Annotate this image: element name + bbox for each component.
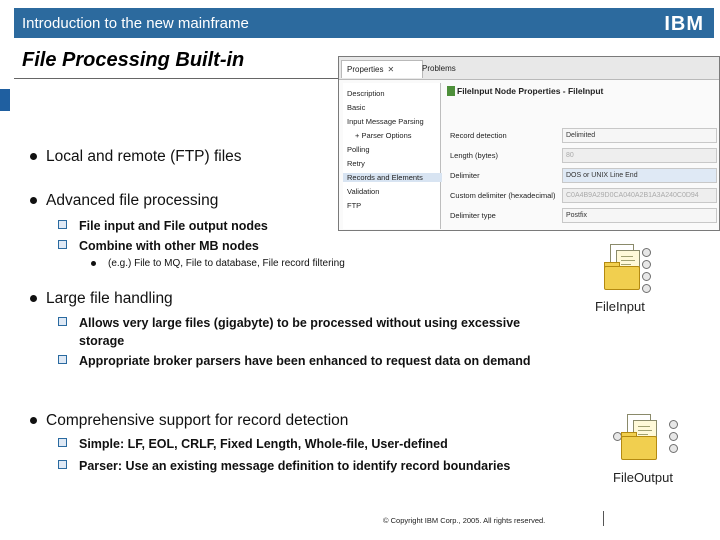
bullet-text: Advanced file processing bbox=[46, 192, 219, 209]
sub-bullet-text: File input and File output nodes bbox=[79, 219, 268, 233]
delimiter-type-label: Delimiter type bbox=[450, 211, 496, 220]
nav-item-retry[interactable]: Retry bbox=[347, 159, 365, 168]
slide-title: File Processing Built-in bbox=[22, 49, 245, 71]
sub-bullet-text: Simple: LF, EOL, CRLF, Fixed Length, Whole-file, User-defined bbox=[79, 437, 448, 451]
folder-icon bbox=[604, 266, 640, 290]
tab-properties-label: Properties bbox=[347, 65, 384, 74]
nav-item-description[interactable]: Description bbox=[347, 89, 385, 98]
folder-icon bbox=[621, 436, 657, 460]
checkbox-bullet-icon bbox=[58, 220, 67, 229]
doc-line bbox=[621, 264, 631, 265]
fileoutput-label: FileOutput bbox=[613, 470, 673, 485]
nav-item-records-and-elements[interactable]: Records and Elements bbox=[343, 173, 442, 182]
bullet-text: Comprehensive support for record detection bbox=[46, 412, 349, 429]
terminal-icon bbox=[669, 420, 678, 429]
doc-line bbox=[621, 256, 633, 257]
terminal-icon bbox=[642, 272, 651, 281]
ibm-logo: IBM bbox=[664, 13, 704, 35]
fileinput-node-icon bbox=[604, 244, 650, 300]
checkbox-bullet-icon bbox=[58, 317, 67, 326]
terminal-icon bbox=[642, 284, 651, 293]
doc-line bbox=[621, 260, 635, 261]
sub-bullet-text: Allows very large files (gigabyte) to be processed without using excessive storage bbox=[79, 316, 521, 348]
length-field[interactable]: 80 bbox=[562, 148, 717, 163]
length-label: Length (bytes) bbox=[450, 151, 498, 160]
terminal-icon bbox=[642, 260, 651, 269]
bullet-dot bbox=[30, 197, 37, 204]
sub-bullet-text: Combine with other MB nodes bbox=[79, 239, 259, 253]
bullet-dot bbox=[30, 417, 37, 424]
properties-panel bbox=[447, 81, 719, 230]
fileinput-node-icon bbox=[447, 86, 455, 96]
expand-marker: + bbox=[355, 131, 362, 140]
record-detection-select[interactable]: Delimited bbox=[562, 128, 717, 143]
nav-item-parser-options-label: Parser Options bbox=[361, 131, 412, 140]
nav-item-input-message-parsing[interactable]: Input Message Parsing bbox=[347, 117, 424, 126]
terminal-icon bbox=[669, 432, 678, 441]
nav-item-basic[interactable]: Basic bbox=[347, 103, 366, 112]
tab-properties[interactable] bbox=[341, 60, 423, 78]
sub-bullet-text: Parser: Use an existing message definition to identify record boundaries bbox=[79, 459, 511, 473]
checkbox-bullet-icon bbox=[58, 460, 67, 469]
bullet-text: Large file handling bbox=[46, 290, 173, 307]
nav-item-polling[interactable]: Polling bbox=[347, 145, 370, 154]
bullet-dot bbox=[91, 261, 96, 266]
delimiter-select[interactable]: DOS or UNIX Line End bbox=[562, 168, 717, 183]
checkbox-bullet-icon bbox=[58, 438, 67, 447]
checkbox-bullet-icon bbox=[58, 355, 67, 364]
header-bar bbox=[14, 8, 714, 38]
properties-nav bbox=[343, 83, 441, 229]
nav-item-ftp[interactable]: FTP bbox=[347, 201, 362, 210]
properties-tab-bar bbox=[339, 57, 719, 80]
bullet-text: Local and remote (FTP) files bbox=[46, 148, 242, 165]
left-accent-bar bbox=[0, 89, 10, 111]
checkbox-bullet-icon bbox=[58, 240, 67, 249]
fileinput-label: FileInput bbox=[595, 299, 645, 314]
delimiter-label: Delimiter bbox=[450, 171, 480, 180]
copyright-text: © Copyright IBM Corp., 2005. All rights reserved. bbox=[383, 516, 546, 525]
terminal-icon bbox=[642, 248, 651, 257]
bullet-dot bbox=[30, 295, 37, 302]
sub-sub-bullet-text: (e.g.) File to MQ, File to database, File record filtering bbox=[108, 258, 345, 269]
custom-delimiter-field[interactable]: C0A4B9A29D0CA040A2B1A3A240C0D94 bbox=[562, 188, 717, 203]
sub-bullet-text: Appropriate broker parsers have been enhanced to request data on demand bbox=[79, 354, 531, 368]
node-properties-title: FileInput Node Properties - FileInput bbox=[457, 86, 604, 96]
delimiter-type-select[interactable]: Postfix bbox=[562, 208, 717, 223]
close-icon[interactable]: ✕ bbox=[387, 65, 395, 74]
record-detection-label: Record detection bbox=[450, 131, 507, 140]
fileoutput-node-icon bbox=[621, 414, 667, 470]
terminal-icon bbox=[669, 444, 678, 453]
bullet-dot bbox=[30, 153, 37, 160]
doc-line bbox=[638, 430, 652, 431]
nav-item-validation[interactable]: Validation bbox=[347, 187, 380, 196]
header-title: Introduction to the new mainframe bbox=[22, 15, 249, 32]
tab-problems[interactable]: Problems bbox=[422, 64, 456, 73]
footer-divider bbox=[603, 511, 604, 526]
custom-delimiter-label: Custom delimiter (hexadecimal) bbox=[450, 191, 556, 200]
title-divider bbox=[14, 78, 339, 79]
doc-line bbox=[638, 434, 648, 435]
properties-window bbox=[338, 56, 720, 231]
doc-line bbox=[638, 426, 650, 427]
nav-item-parser-options[interactable] bbox=[355, 131, 412, 140]
